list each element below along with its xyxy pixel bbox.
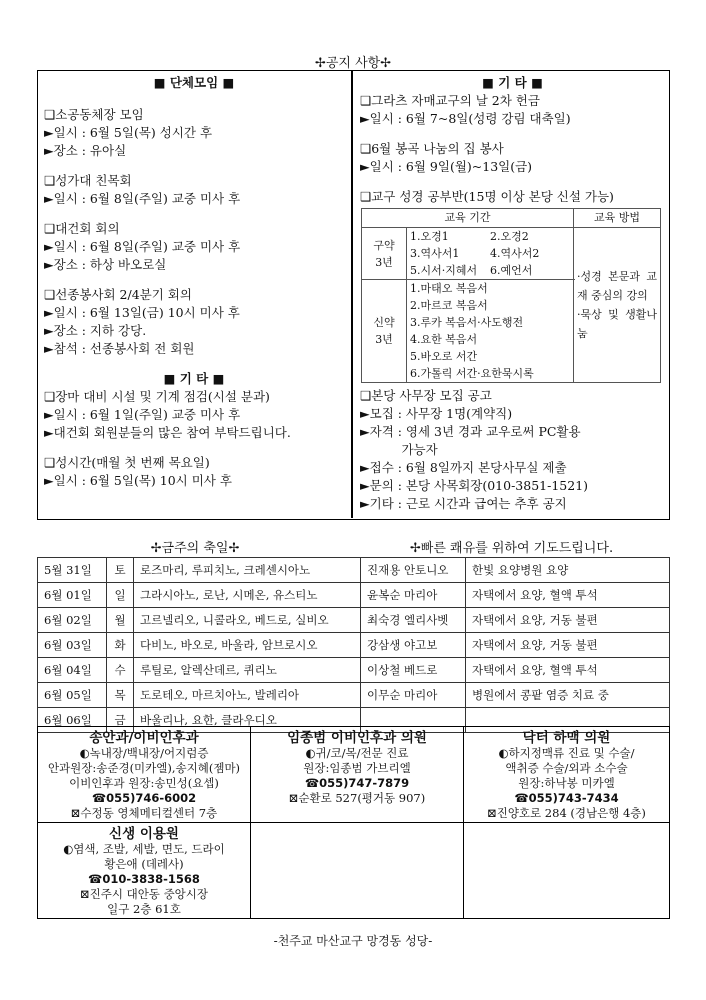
patient-name: 윤복순 마리아 [361, 583, 466, 608]
feast-date: 6월 03일 [38, 633, 107, 658]
ot-book: 3.역사서1 [410, 247, 460, 260]
recruit-line: ►접수 : 6월 8일까지 본당사무실 제출 [360, 460, 567, 475]
patient-name: 최숙경 엘리사벳 [361, 608, 466, 633]
patient-name: 이무순 마리아 [361, 683, 466, 708]
feast-table [37, 557, 670, 733]
feast-date: 6월 01일 [38, 583, 107, 608]
nt-book: 6.가톨릭 서간·요한묵시록 [410, 367, 534, 380]
spacer [44, 490, 344, 502]
patient-status: 한빛 요양병원 요양 [466, 558, 670, 583]
ot-label: 구약 3년 [362, 228, 407, 280]
notice-title: ✢공지 사항✢ [314, 56, 392, 71]
recruit-line: ►기타 : 근로 시간과 급여는 추후 공지 [360, 496, 567, 511]
ad-address: ⊠수정동 영체메티컬센터 7층 [70, 806, 218, 820]
ot-books [407, 228, 573, 279]
ad-address: ⊠진주시 대안동 중앙시장 일구 2층 61호 [79, 887, 209, 916]
feast-names: 고르넬리오, 니콜라오, 베드로, 실비오 [134, 608, 361, 633]
recruit-line: 가능자 [360, 442, 438, 457]
item-title: ❑성가대 친목회 [44, 173, 132, 188]
feast-row [38, 608, 670, 633]
ot-book: 1.오경1 [410, 230, 449, 243]
nt-book: 5.바오로 서간 [410, 350, 478, 363]
ad-phone: ☎010-3838-1568 [88, 872, 200, 886]
bible-study-title: ❑교구 성경 공부반(15명 이상 본당 신설 가능) [360, 189, 614, 204]
item-line: ►장소 : 하상 바오로실 [44, 257, 167, 272]
right-column [360, 74, 665, 513]
patient-name: 진재용 안토니오 [361, 558, 466, 583]
column-divider [351, 71, 353, 518]
patient-name: 강삼생 야고보 [361, 633, 466, 658]
feast-row [38, 683, 670, 708]
patient-status: 자택에서 요양, 혈액 투석 [466, 658, 670, 683]
ad-phone: ☎055)747-7879 [304, 776, 410, 790]
ot-book: 4.역사서2 [490, 247, 540, 260]
recruit-line: ►모집 : 사무장 1명(계약직) [360, 406, 513, 421]
item-line: ►일시 : 6월 1일(주일) 교중 미사 후 [44, 407, 241, 422]
feast-date: 6월 06일 [38, 708, 107, 733]
item-title: ❑장마 대비 시설 및 기계 점검(시설 분과) [44, 389, 270, 404]
spacer [360, 128, 665, 140]
spacer [44, 160, 344, 172]
nt-book: 3.루카 복음서·사도행전 [410, 316, 524, 329]
ad-phone: ☎055)743-7434 [514, 791, 619, 805]
ad-sinsaeng-barber [38, 823, 251, 919]
feast-title: ✢금주의 축일✢ [150, 541, 240, 556]
feast-day: 월 [107, 608, 134, 633]
ad-name: 임종범 이비인후과 의원 [287, 730, 427, 746]
feast-names: 루틸로, 알렉산데르, 퀴리노 [134, 658, 361, 683]
ad-name: 닥터 하맥 의원 [522, 730, 611, 746]
item-line: ►일시 : 6월 9일(월)~13일(금) [360, 159, 533, 174]
feast-names: 도로테오, 마르치아노, 발레리아 [134, 683, 361, 708]
patient-status: 자택에서 요양, 거동 불편 [466, 633, 670, 658]
item-line: ►일시 : 6월 8일(주일) 교중 미사 후 [44, 239, 241, 254]
feast-row [38, 658, 670, 683]
ad-line: 안과원장:송준경(미카엘),송지혜(젬마) [47, 761, 241, 775]
ad-line: ◐귀/코/목/전문 진료 [305, 746, 409, 760]
feast-date: 5월 31일 [38, 558, 107, 583]
ad-name: 신생 이용원 [109, 826, 179, 842]
ot-book: 2.오경2 [490, 230, 529, 243]
ad-line: ◐녹내장/백내장/어지럼증 [79, 746, 209, 760]
ad-address: ⊠순환로 527(평거동 907) [288, 791, 426, 805]
edu-header-method: 교육 방법 [574, 209, 661, 228]
ot-book: 6.예언서 [490, 264, 533, 277]
feast-names: 로즈마리, 루피치노, 크레센시아노 [134, 558, 361, 583]
spacer [44, 442, 344, 454]
left-etc-heading: ■ 기 타 ■ [163, 371, 225, 386]
ad-doctor-hamaek [464, 727, 670, 823]
ad-empty [251, 823, 464, 919]
item-title: ❑성시간(매월 첫 번째 목요일) [44, 455, 210, 470]
item-line: ►일시 : 6월 5일(목) 10시 미사 후 [44, 473, 232, 488]
nt-book: 2.마르코 복음서 [410, 299, 488, 312]
feast-names: 그라시아노, 로난, 시메온, 유스티노 [134, 583, 361, 608]
ad-line: 액취증 수술/외과 소수술 [505, 761, 628, 775]
recruit-title: ❑본당 사무장 모집 공고 [360, 388, 492, 403]
item-line: ►일시 : 6월 5일(목) 성시간 후 [44, 125, 213, 140]
group-heading: ■ 단체모임 ■ [153, 75, 235, 90]
spacer [44, 208, 344, 220]
feast-date: 6월 05일 [38, 683, 107, 708]
edu-header-period: 교육 기간 [362, 209, 574, 228]
ad-address: ⊠진양호로 284 (경남은행 4층) [487, 806, 646, 820]
feast-day: 토 [107, 558, 134, 583]
ad-line: ◐염색, 조발, 세발, 면도, 드라이 [63, 842, 225, 856]
feast-day: 일 [107, 583, 134, 608]
item-line: ►장소 : 지하 강당. [44, 323, 147, 338]
ad-line: 원장:하낙봉 미카엘 [518, 776, 615, 790]
recruit-line: ►문의 : 본당 사목회장(010-3851-1521) [360, 478, 589, 493]
nt-book: 4.요한 복음서 [410, 333, 478, 346]
feast-day: 수 [107, 658, 134, 683]
spacer [360, 176, 665, 188]
ad-lim-ent-clinic [251, 727, 464, 823]
patient-status: 자택에서 요양, 혈액 투석 [466, 583, 670, 608]
edu-method: ·성경 본문과 교재 중심의 강의 ·묵상 및 생활나눔 [574, 228, 661, 383]
meeting-list [44, 106, 344, 370]
left-column [44, 74, 344, 502]
ad-phone: ☎055)746-6002 [91, 791, 197, 805]
pray-title: ✢빠른 쾌유를 위하여 기도드립니다. [409, 541, 614, 556]
notice-box [37, 70, 670, 520]
patient-status: 자택에서 요양, 거동 불편 [466, 608, 670, 633]
footer: -천주교 마산교구 망경동 성당- [273, 934, 433, 948]
feast-day: 금 [107, 708, 134, 733]
item-title: ❑그라츠 자매교구의 날 2차 헌금 [360, 93, 540, 108]
feast-date: 6월 02일 [38, 608, 107, 633]
ot-book: 5.시서·지혜서 [410, 264, 478, 277]
item-title: ❑선종봉사회 2/4분기 회의 [44, 287, 192, 302]
patient-status: 병원에서 콩팥 염증 치료 중 [466, 683, 670, 708]
ad-line: 이비인후과 원장:송민성(요셉) [69, 776, 219, 790]
item-title: ❑대건회 회의 [44, 221, 120, 236]
spacer [44, 358, 344, 370]
ad-song-clinic [38, 727, 251, 823]
item-line: ►장소 : 유아실 [44, 143, 127, 158]
nt-label: 신약 3년 [362, 280, 407, 383]
item-line: ►대건회 회원분들의 많은 참여 부탁드립니다. [44, 425, 291, 440]
patient-name: 이상철 베드로 [361, 658, 466, 683]
item-line: ►일시 : 6월 8일(주일) 교중 미사 후 [44, 191, 241, 206]
left-etc-list [44, 388, 344, 502]
item-title: ❑6월 봉곡 나눔의 집 봉사 [360, 141, 504, 156]
feast-day: 목 [107, 683, 134, 708]
ad-empty [464, 823, 670, 919]
ad-line: ◐하지정맥류 진료 및 수술/ [498, 746, 635, 760]
ad-line: 원장:임종범 가브리엘 [303, 761, 411, 775]
recruit-lines [360, 405, 665, 513]
feast-row [38, 583, 670, 608]
feast-names: 바울리나, 요한, 클라우디오 [134, 708, 361, 733]
education-table [361, 208, 661, 383]
feast-row [38, 633, 670, 658]
feast-day: 화 [107, 633, 134, 658]
right-etc-heading: ■ 기 타 ■ [482, 75, 543, 90]
item-line: ►일시 : 6월 13일(금) 10시 미사 후 [44, 305, 240, 320]
recruit-line: ►자격 : 영세 3년 경과 교우로써 PC활용 [360, 424, 581, 439]
ad-grid [37, 726, 670, 919]
item-line: ►참석 : 선종봉사회 전 회원 [44, 341, 195, 356]
item-line: ►일시 : 6월 7~8일(성령 강림 대축일) [360, 111, 571, 126]
feast-row [38, 558, 670, 583]
nt-books [407, 280, 573, 382]
ad-name: 송안과/이비인후과 [89, 730, 199, 746]
feast-names: 다비노, 바오로, 바울라, 암브로시오 [134, 633, 361, 658]
right-etc-list [360, 92, 665, 188]
feast-date: 6월 04일 [38, 658, 107, 683]
ad-line: 황은애 (데레사) [104, 857, 184, 871]
nt-book: 1.마태오 복음서 [410, 282, 488, 295]
spacer [44, 274, 344, 286]
item-title: ❑소공동체장 모임 [44, 107, 144, 122]
